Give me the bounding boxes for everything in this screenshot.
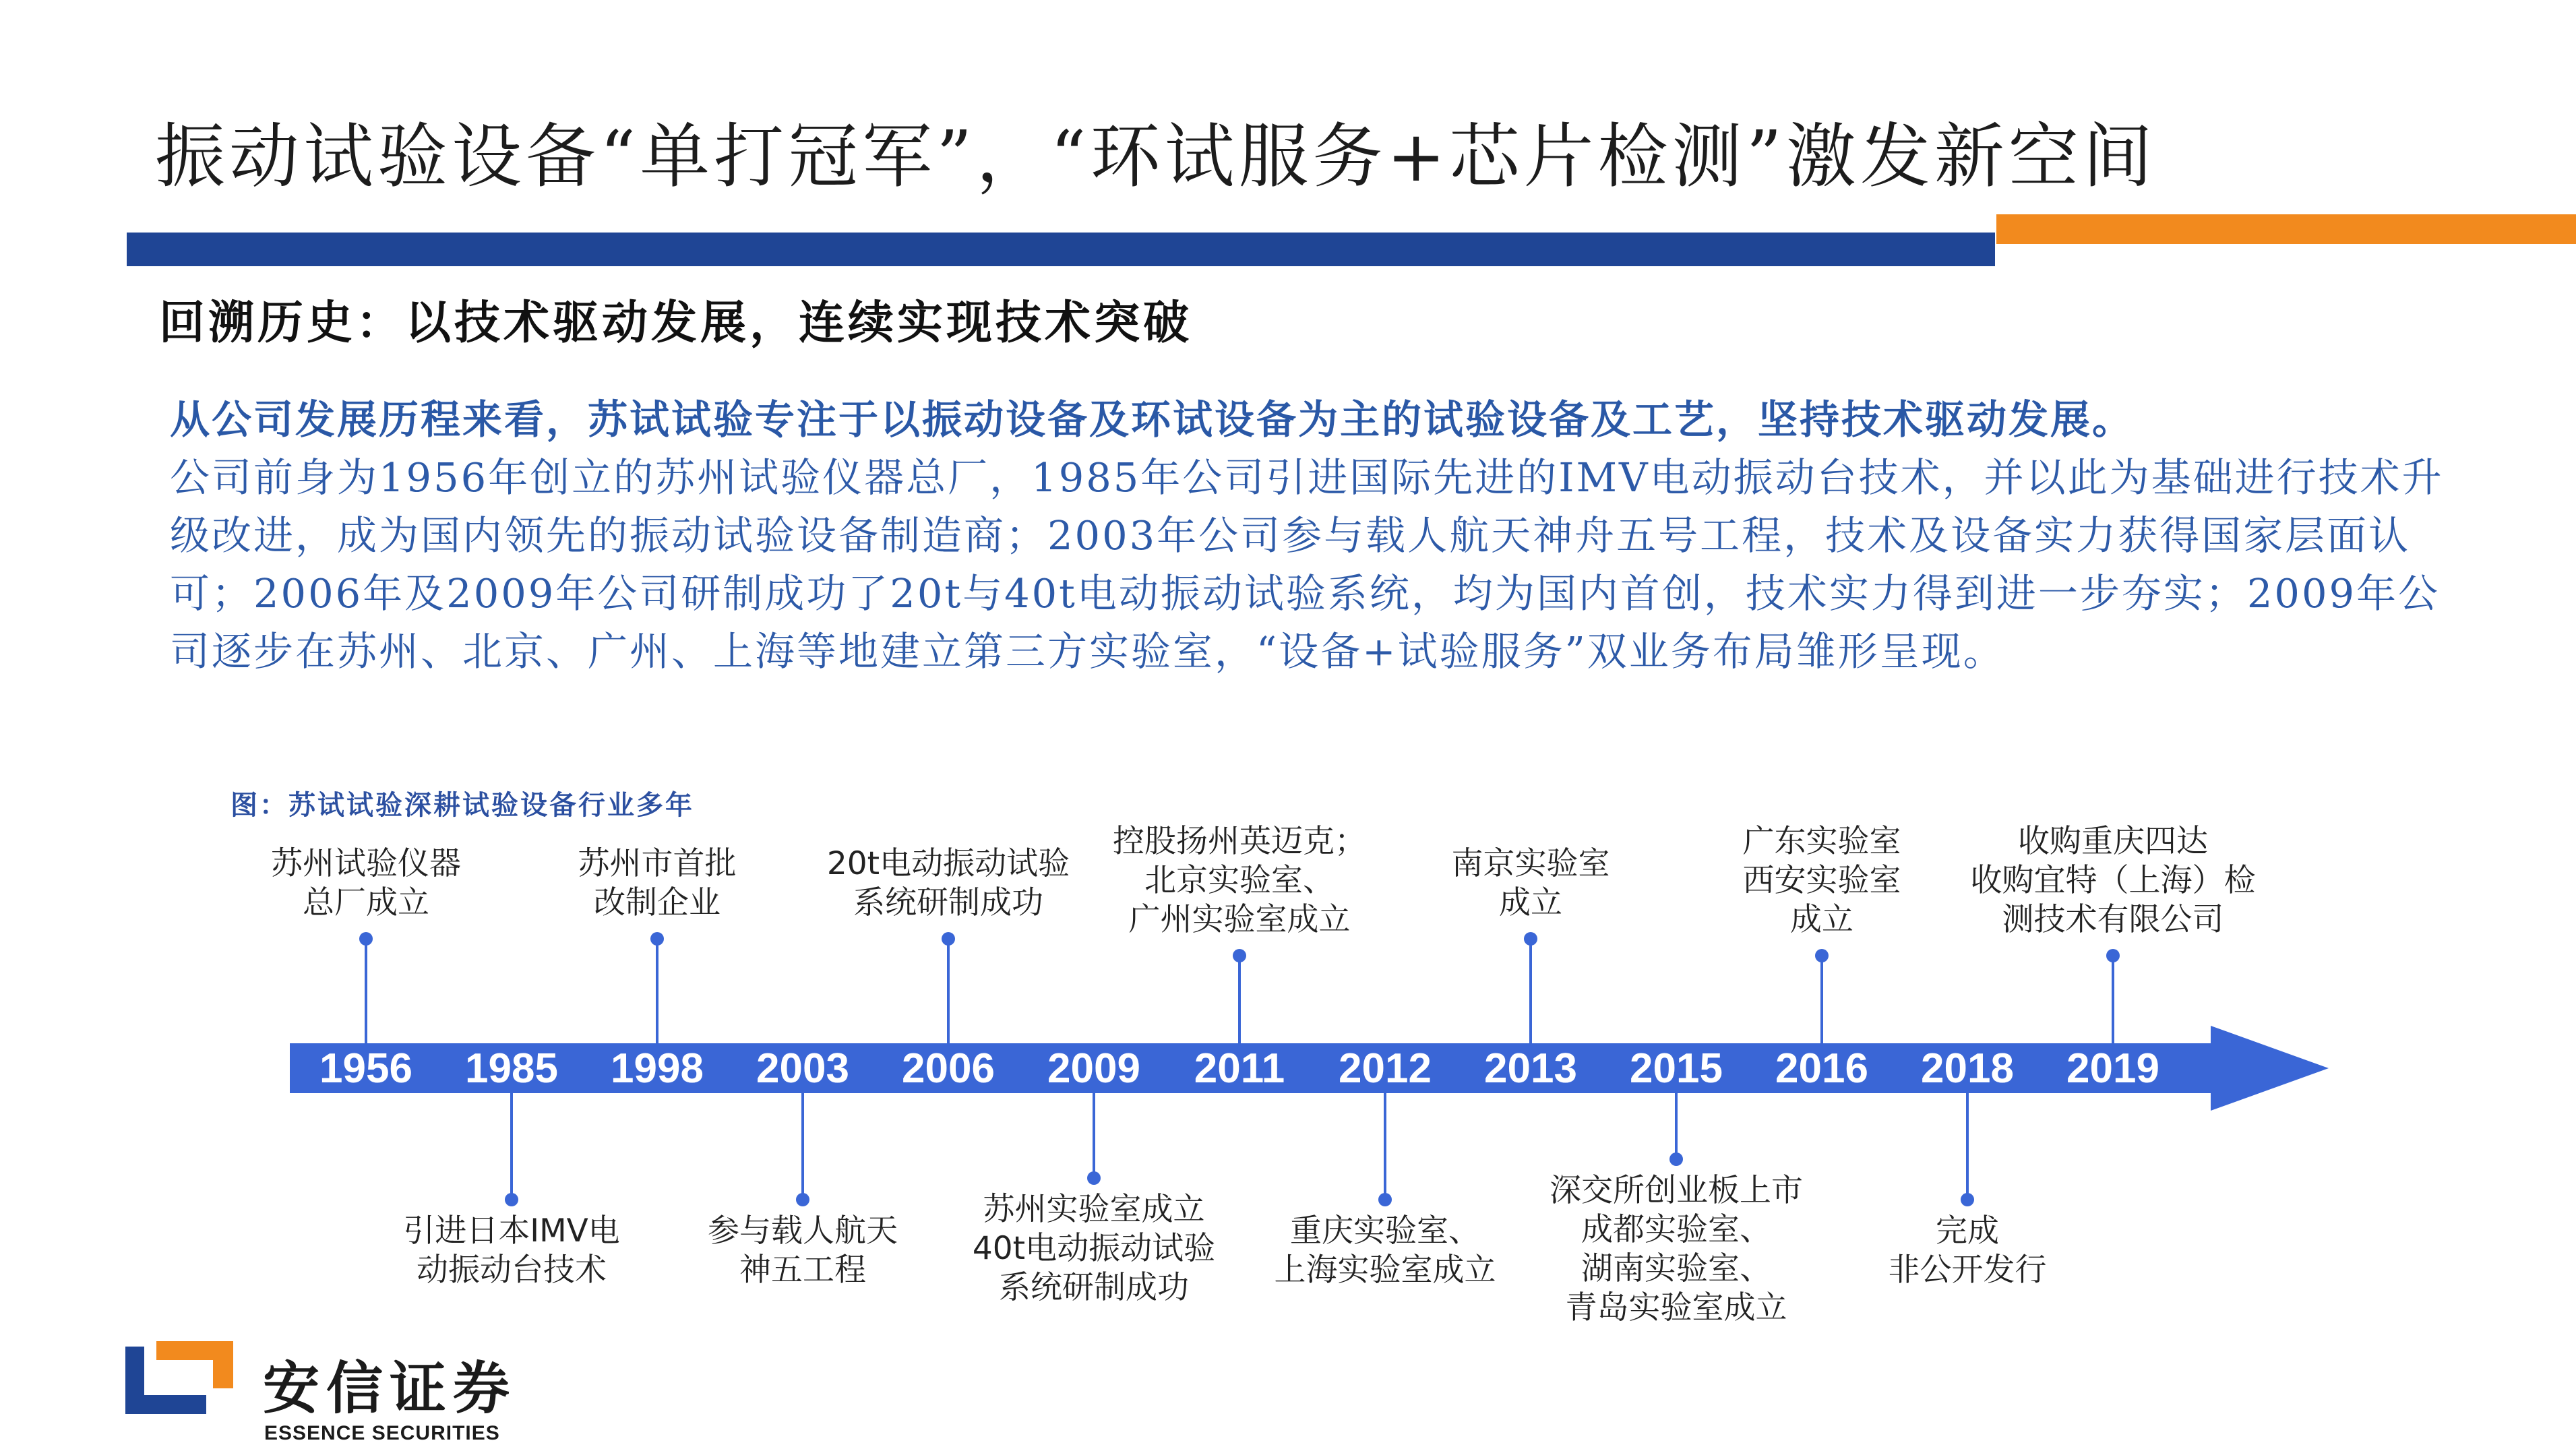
timeline-event-2019: 收购重庆四达 收购宜特（上海）检 测技术有限公司 (1970, 823, 2256, 938)
event-above-2006-dot (942, 932, 955, 946)
timeline-year-2013: 2013 (1484, 1045, 1577, 1092)
logo-name-en: ESSENCE SECURITIES (264, 1422, 500, 1444)
timeline-year-2012: 2012 (1339, 1045, 1432, 1092)
timeline-event-2016: 广东实验室 西安实验室 成立 (1742, 823, 1901, 938)
logo-name-cn: 安信证券 (263, 1355, 517, 1421)
timeline-year-1998: 1998 (611, 1045, 704, 1092)
page-title: 振动试验设备“单打冠军”，“环试服务+芯片检测”激发新空间 (155, 115, 2157, 197)
timeline-year-2015: 2015 (1630, 1045, 1723, 1092)
timeline-event-2009: 苏州实验室成立 40t电动振动试验 系统研制成功 (972, 1191, 1216, 1306)
event-above-2013-dot (1524, 932, 1537, 946)
figure-caption: 图：苏试试验深耕试验设备行业多年 (231, 789, 694, 821)
event-below-2012-dot (1378, 1193, 1392, 1206)
event-below-2003-dot (796, 1193, 809, 1206)
timeline-year-1985: 1985 (465, 1045, 558, 1092)
timeline-event-2012: 重庆实验室、 上海实验室成立 (1274, 1212, 1496, 1289)
timeline-year-2019: 2019 (2066, 1045, 2159, 1092)
timeline-year-2006: 2006 (902, 1045, 995, 1092)
paragraph-lead: 从公司发展历程来看，苏试试验专注于以振动设备及环试设备为主的试验设备及工艺，坚持技术驱动发展。 (170, 396, 2135, 443)
timeline-year-2003: 2003 (756, 1045, 849, 1092)
paragraph-body: 公司前身为1956年创立的苏州试验仪器总厂，1985年公司引进国际先进的IMV电动振动台技术，并以此为基础进行技术升级改进，成为国内领先的振动试验设备制造商；2003年公司参与载人航天神舟五号工程，技术及设备实力获得国家层面认可；2006年及2009年公司研制成功了20t与40t电动振动试验系统，均为国内首创，技术实力得到进一步夯实；2009年公司逐步在苏州、北京、广州、上海等地建立第三方实验室，“设备+试验服务”双业务布局雏形呈现。 (170, 454, 2444, 675)
event-below-2018-dot (1961, 1193, 1974, 1206)
essence-logo-icon (125, 1341, 240, 1422)
event-above-2011-dot (1233, 949, 1246, 962)
event-below-2015-dot (1669, 1152, 1683, 1166)
event-above-1956-dot (359, 932, 373, 946)
timeline-year-1956: 1956 (319, 1045, 412, 1092)
timeline-event-1998: 苏州市首批 改制企业 (578, 845, 737, 921)
timeline-event-2006: 20t电动振动试验 系统研制成功 (826, 845, 1070, 921)
timeline-event-2018: 完成 非公开发行 (1888, 1212, 2047, 1289)
event-above-2016-dot (1815, 949, 1829, 962)
timeline-event-1985: 引进日本IMV电 动振动台技术 (403, 1212, 620, 1289)
timeline-year-2009: 2009 (1047, 1045, 1140, 1092)
event-below-2009-dot (1087, 1171, 1101, 1185)
event-below-1985-dot (505, 1193, 518, 1206)
section-subtitle: 回溯历史：以技术驱动发展，连续实现技术突破 (159, 296, 1193, 350)
timeline-event-2003: 参与载人航天 神五工程 (708, 1212, 898, 1289)
timeline-year-2011: 2011 (1194, 1045, 1285, 1092)
event-above-2019-dot (2106, 949, 2120, 962)
timeline-event-2015: 深交所创业板上市 成都实验室、 湖南实验室、 青岛实验室成立 (1550, 1172, 1803, 1326)
timeline-year-2016: 2016 (1775, 1045, 1868, 1092)
timeline-event-2011: 控股扬州英迈克； 北京实验室、 广州实验室成立 (1113, 823, 1366, 938)
timeline-event-1956: 苏州试验仪器 总厂成立 (271, 845, 461, 921)
timeline-year-2018: 2018 (1921, 1045, 2014, 1092)
timeline-event-2013: 南京实验室 成立 (1451, 845, 1610, 921)
event-above-1998-dot (650, 932, 664, 946)
